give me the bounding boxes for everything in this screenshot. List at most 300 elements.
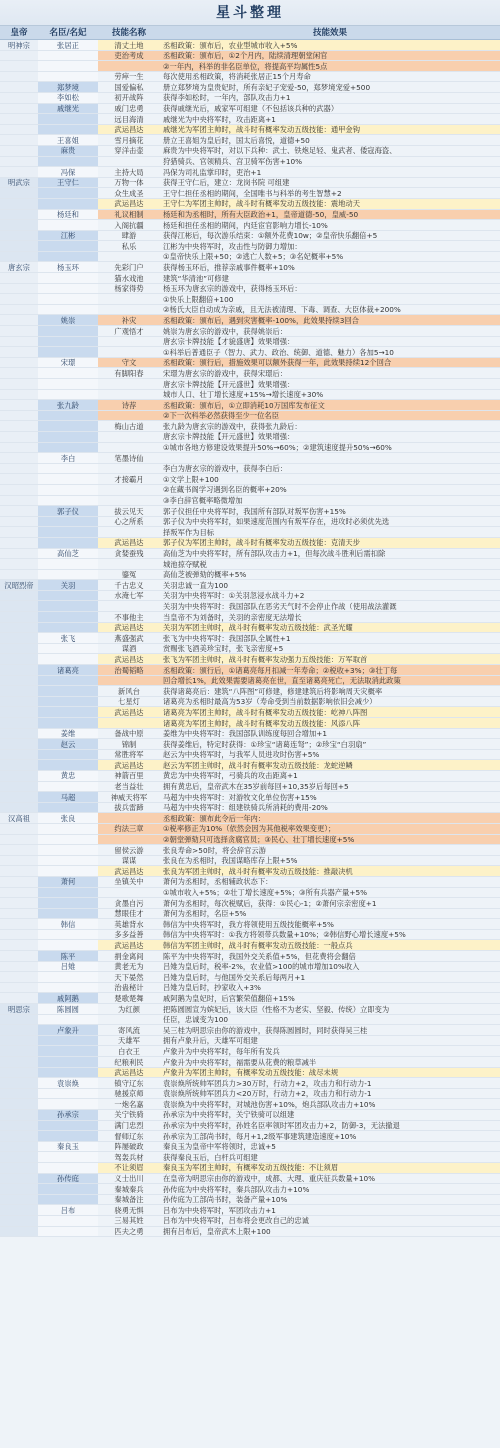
skill-effect-cell: 郭子仪为军团主帅时，战斗时有概率发动五级技能：克清天步 — [160, 538, 500, 548]
emperor-cell — [0, 676, 38, 686]
skill-effect-cell: 丞相政策：颁行后，①诸葛亮每月扣减一年寿命；②税收+3%；③壮丁每 — [160, 665, 500, 675]
skill-name-cell — [98, 888, 160, 898]
skill-name-cell: 镇守辽东 — [114, 1078, 144, 1088]
skill-effect-cell: ①科举后普通臣子（智力、武力、政治、统御、道德、魅力）各加5→10 — [163, 347, 394, 357]
emperor-cell — [0, 654, 38, 664]
skill-name-cell: 常胜将军 — [114, 750, 144, 760]
emperor-cell — [0, 919, 38, 929]
skill-effect-cell: ①城市收入+5%；②壮丁增长速度+5%；③所有兵器产量+5% — [163, 888, 368, 897]
minister-cell — [38, 1195, 98, 1205]
minister-cell — [38, 368, 98, 378]
minister-cell — [38, 220, 98, 230]
skill-name-cell: 众生成圣 — [114, 188, 144, 198]
table-row — [0, 474, 500, 485]
skill-effect-cell: 张飞为军团主帅时，战斗时有概率发动强力五级技能：万军取首 — [160, 654, 500, 664]
skill-effect-cell: 杨廷和担任丞相的期间，内廷宦官影响力增长-10% — [163, 220, 328, 230]
skill-name-cell: 肆游 — [121, 231, 137, 241]
skill-name-cell: 武运昌达 — [98, 940, 160, 950]
emperor-cell — [0, 231, 38, 241]
skill-name-cell: 治蜀韬略 — [98, 665, 160, 675]
table-body — [0, 40, 500, 1237]
emperor-cell — [0, 421, 38, 431]
skill-name-cell: 捐金离间 — [114, 951, 144, 961]
emperor-cell — [0, 114, 38, 124]
minister-cell — [38, 866, 98, 876]
skill-name-cell: 多多益善 — [114, 930, 144, 940]
table-row — [0, 496, 500, 507]
skill-name-cell: 神威天将军 — [110, 792, 148, 802]
skill-name-cell — [98, 1015, 160, 1025]
skill-name-cell — [98, 411, 160, 421]
skill-effect-cell: 在皇帝为明思宗由你的游戏中，成都、大理、重庆征兵数量+10% — [163, 1174, 376, 1184]
table-row — [0, 760, 500, 771]
skill-name-cell: 猫水戏池 — [114, 273, 144, 283]
skill-name-cell: 戚门忠勇 — [114, 104, 144, 114]
emperor-cell — [0, 1227, 38, 1237]
skill-effect-cell: 获得王守仁后，建立：龙岗书院 可组建 — [163, 178, 290, 188]
emperor-cell — [0, 443, 38, 453]
skill-effect-cell: 任臣，忠诚变为100 — [163, 1015, 229, 1025]
table-row — [0, 1152, 500, 1163]
minister-cell — [38, 1163, 98, 1173]
skill-effect-cell: ①皇帝快乐上限+50；②逃亡人数+5；③名妃概率+5% — [163, 252, 344, 262]
skill-name-cell: 督师辽东 — [114, 1131, 144, 1141]
emperor-cell — [0, 1152, 38, 1162]
minister-cell — [38, 760, 98, 770]
table-row — [0, 432, 500, 443]
minister-cell — [38, 1057, 98, 1067]
skill-effect-cell: 择叛军作为目标 — [163, 527, 215, 537]
table-row — [0, 1025, 500, 1036]
skill-effect-cell: 戚阿鹅为皇妃时，后宫繁荣值翻倍+15% — [163, 993, 295, 1003]
table-row — [0, 1121, 500, 1132]
table-row — [0, 146, 500, 157]
skill-effect-cell: 关羽为中央将军时：①关羽忽浸水战斗力+2 — [163, 591, 305, 601]
skill-effect-cell: 孙传庭为工部尚书时，装备产量+10% — [163, 1195, 288, 1205]
skill-name-cell: 备战中原 — [114, 729, 144, 739]
skill-effect-cell: 张良寿命>50时，将会辞官云游 — [163, 845, 266, 855]
skill-effect-cell: 萧何为丞相时，丞相辅政状态下： — [163, 877, 273, 887]
emperor-cell: 明思宗 — [0, 1004, 38, 1014]
skill-effect-cell: 赵云为军团主帅时，战斗时有概率发动五级技能：龙蛇逆鳞 — [160, 760, 500, 770]
skill-name-cell: 贪婪蚕残 — [114, 549, 144, 558]
emperor-cell — [0, 506, 38, 516]
skill-name-cell: 英雄背水 — [114, 919, 144, 929]
emperor-cell — [0, 167, 38, 177]
minister-cell: 戚继光 — [38, 104, 98, 114]
table-row — [0, 707, 500, 718]
minister-cell — [38, 803, 98, 813]
skill-effect-cell: 卢象升为军团主帅时，有概率发动五级技能：战尽未规 — [160, 1068, 500, 1078]
emperor-cell — [0, 1057, 38, 1067]
skill-effect-cell: 吴三桂为明思宗由你的游戏中，获得陈圆圆时，同时获得吴三桂 — [163, 1025, 368, 1035]
emperor-cell — [0, 326, 38, 336]
table-row — [0, 1099, 500, 1110]
skill-effect-cell: 秦良玉为皇帝中军将领时，忠诚+5 — [163, 1142, 276, 1152]
skill-name-cell: 驰援京师 — [114, 1089, 144, 1099]
skill-name-cell — [98, 601, 160, 611]
skill-name-cell: 先彩门户 — [114, 262, 144, 272]
table-row — [0, 114, 500, 125]
skill-effect-cell: 卢象升为中央将军时，每年所有发兵 — [163, 1046, 280, 1056]
minister-cell — [38, 940, 98, 950]
skill-effect-cell: 萧何为丞相时，名臣+5% — [163, 909, 247, 919]
table-row — [0, 1205, 500, 1216]
emperor-cell — [0, 1015, 38, 1025]
minister-cell: 吕布 — [38, 1205, 98, 1215]
emperor-cell — [0, 125, 38, 135]
emperor-cell — [0, 305, 38, 315]
skill-name-cell: 坐镇关中 — [114, 877, 144, 887]
skill-effect-cell: 孙承宗为中央将军时，关宁铁骑可以组建 — [163, 1110, 295, 1120]
skill-effect-cell: 赵云为中央将军时，与我军人员进攻时伤害+5% — [163, 750, 320, 760]
table-row — [0, 400, 500, 411]
minister-cell — [38, 527, 98, 537]
skill-name-cell: 天下晏然 — [114, 972, 144, 982]
minister-cell — [38, 1121, 98, 1131]
skill-effect-cell: ②朝堂弹劾只可选择贪腐官员；③民心、壮丁增长速度+5% — [160, 835, 500, 845]
skill-name-cell — [98, 61, 160, 71]
table-row — [0, 1163, 500, 1174]
skill-effect-cell: 张飞为中央将军时：我国部队全属性+1 — [163, 633, 291, 643]
table-row — [0, 909, 500, 920]
emperor-cell — [0, 601, 38, 611]
emperor-cell — [0, 697, 38, 707]
emperor-cell — [0, 1195, 38, 1205]
skill-name-cell: 为红颜 — [118, 1004, 140, 1014]
table-row — [0, 930, 500, 941]
skill-effect-cell: 获得戚继光后，戚家军可组建（不包括该兵种的武器） — [163, 104, 339, 114]
minister-cell: 郑梦境 — [38, 82, 98, 92]
minister-cell — [38, 782, 98, 792]
skill-effect-cell: 每次使用丞相政策，将消耗张居正15个月寿命 — [163, 72, 311, 82]
minister-cell — [38, 612, 98, 622]
minister-cell — [38, 1015, 98, 1025]
emperor-cell — [0, 273, 38, 283]
minister-cell — [38, 411, 98, 421]
minister-cell — [38, 337, 98, 347]
minister-cell — [38, 1152, 98, 1162]
emperor-cell — [0, 72, 38, 82]
emperor-cell — [0, 612, 38, 622]
emperor-cell — [0, 51, 38, 61]
skill-name-cell: 劳瘁一生 — [114, 72, 144, 82]
table-row — [0, 1195, 500, 1206]
skill-effect-cell: 丞相政策：颁布后，①2个月内，陆续清理朝堂闲官 — [160, 51, 500, 61]
skill-name-cell: 拔云见天 — [114, 506, 144, 516]
table-row — [0, 549, 500, 560]
skill-effect-cell: 马超为中央将军时：组建铁骑兵所消耗的费用-20% — [163, 803, 328, 813]
minister-cell — [38, 930, 98, 940]
skill-name-cell: 诗荐 — [98, 400, 160, 410]
skill-effect-cell: 赏赐张飞酒美珍宝时，张飞亲密度+5 — [163, 644, 284, 654]
skill-effect-cell: 李白为唐玄宗的游戏中，获得李白后： — [163, 464, 288, 474]
table-row — [0, 538, 500, 549]
emperor-cell — [0, 707, 38, 717]
minister-cell: 孙承宗 — [38, 1110, 98, 1120]
emperor-cell — [0, 453, 38, 463]
table-row — [0, 940, 500, 951]
skill-effect-cell: 吕雉为皇后时，抄家收入+3% — [163, 983, 261, 993]
skill-effect-cell: 姚崇为唐玄宗的游戏中，获得姚崇后： — [163, 326, 288, 336]
table-row — [0, 231, 500, 242]
minister-cell — [38, 114, 98, 124]
emperor-cell — [0, 993, 38, 1003]
skill-name-cell: 三易其姓 — [114, 1216, 144, 1226]
minister-cell — [38, 644, 98, 654]
table-row — [0, 178, 500, 189]
emperor-cell — [0, 962, 38, 972]
skill-effect-cell: ①税率修正为10%（依然会因为其他税率效果变更）； — [160, 824, 500, 834]
header-emperor: 皇帝 — [10, 28, 28, 38]
minister-cell — [38, 623, 98, 633]
table-row — [0, 326, 500, 337]
emperor-cell — [0, 527, 38, 537]
emperor-cell — [0, 559, 38, 569]
emperor-cell — [0, 866, 38, 876]
emperor-cell — [0, 856, 38, 866]
emperor-cell — [0, 760, 38, 770]
emperor-cell — [0, 496, 38, 506]
minister-cell: 秦良玉 — [38, 1142, 98, 1152]
emperor-cell — [0, 474, 38, 484]
emperor-cell — [0, 824, 38, 834]
emperor-cell — [0, 750, 38, 760]
skill-name-cell — [98, 485, 160, 495]
skill-name-cell — [98, 676, 160, 686]
skill-name-cell: 有脚阳春 — [114, 368, 144, 378]
table-row — [0, 1046, 500, 1057]
table-row — [0, 1110, 500, 1121]
emperor-cell — [0, 220, 38, 230]
header-minister: 名臣/名妃 — [49, 28, 87, 38]
emperor-cell: 明武宗 — [0, 178, 38, 188]
minister-cell — [38, 1184, 98, 1194]
emperor-cell — [0, 538, 38, 548]
skill-effect-cell: 册立郑梦境为皇贵妃时，所有亲妃子宠爱-50，郑梦境宠爱+500 — [163, 82, 371, 92]
skill-effect-cell: 获得李如松时，一年内，部队攻击力+1 — [163, 93, 291, 103]
skill-effect-cell: 丞相政策：颁布此令后一年内： — [160, 813, 500, 823]
skill-name-cell: 义士出川 — [114, 1174, 144, 1184]
table-row — [0, 962, 500, 973]
minister-cell — [38, 559, 98, 569]
skill-effect-cell: ①城市各地方修建设效果提升50%→60%；②建筑速度提升50%→60% — [163, 443, 392, 453]
minister-cell — [38, 284, 98, 294]
table-row — [0, 888, 500, 899]
minister-cell: 马超 — [38, 792, 98, 802]
skill-name-cell: 万物一体 — [114, 178, 144, 188]
skill-name-cell: 不让须眉 — [98, 1163, 160, 1173]
skill-name-cell: 谋酒 — [121, 644, 137, 654]
skill-name-cell: 初开战阵 — [114, 93, 144, 103]
minister-cell — [38, 591, 98, 601]
minister-cell — [38, 601, 98, 611]
skill-effect-cell: 建筑“华清池”可修建 — [163, 273, 229, 283]
emperor-cell — [0, 729, 38, 739]
skill-name-cell — [98, 390, 160, 400]
minister-cell — [38, 972, 98, 982]
skill-name-cell: 守文 — [98, 358, 160, 368]
minister-cell — [38, 379, 98, 389]
skill-effect-cell: 姜维为中央将军时：我国部队训练度每回合增加+1 — [163, 729, 327, 739]
skill-name-cell — [98, 347, 160, 357]
minister-cell — [38, 983, 98, 993]
skill-name-cell: 鎏冤 — [121, 570, 137, 580]
emperor-cell — [0, 888, 38, 898]
skill-name-cell: 武运昌达 — [98, 125, 160, 135]
minister-cell — [38, 845, 98, 855]
minister-cell — [38, 898, 98, 908]
skill-effect-cell: 关羽为军团主帅时，战斗时有概率发动五级技能：武圣光耀 — [160, 623, 500, 633]
skill-effect-cell: 获得杨玉环后，推荐亲戚事件概率+10% — [163, 262, 295, 272]
minister-cell — [38, 1036, 98, 1046]
skill-effect-cell: 郭子仪担任中央将军时，我国所有部队对叛军伤害+15% — [163, 506, 346, 516]
skill-effect-cell: ②下一次科举必然获得至少一位名臣 — [160, 411, 500, 421]
skill-name-cell — [98, 835, 160, 845]
table-row — [0, 601, 500, 612]
table-row — [0, 1174, 500, 1185]
skill-effect-cell: 江彬为中央将军时，攻击性与防御力增加： — [163, 241, 302, 251]
emperor-cell — [0, 718, 38, 728]
skill-effect-cell: 册立王喜姐为皇后时，国太后喜悦，道德+50 — [163, 135, 310, 145]
skill-name-cell: 关宁铁骑 — [114, 1110, 144, 1120]
table-row — [0, 1078, 500, 1089]
emperor-cell — [0, 972, 38, 982]
minister-cell: 姚崇 — [38, 315, 98, 325]
table-row — [0, 135, 500, 146]
table-row — [0, 856, 500, 867]
skill-effect-cell: 萧何为丞相时，每次税赋后，获得：①民心-1；②萧何宗亲密度+1 — [163, 898, 377, 908]
skill-name-cell: 驾轰兵材 — [114, 1152, 144, 1162]
minister-cell — [38, 1099, 98, 1109]
emperor-cell — [0, 241, 38, 251]
table-row — [0, 824, 500, 835]
minister-cell: 姜维 — [38, 729, 98, 739]
table-row — [0, 252, 500, 263]
skill-name-cell: 武运昌达 — [98, 623, 160, 633]
minister-cell: 张九龄 — [38, 400, 98, 410]
table-row — [0, 464, 500, 475]
minister-cell — [38, 856, 98, 866]
skill-effect-cell: 张良为军团主帅时，战斗时有概率发动五级技能：推敲决机 — [160, 866, 500, 876]
minister-cell — [38, 1046, 98, 1056]
table-header — [0, 26, 500, 40]
skill-name-cell: 武运昌达 — [98, 538, 160, 548]
skill-name-cell: 清丈土地 — [98, 40, 160, 50]
skill-name-cell — [98, 252, 160, 262]
minister-cell — [38, 474, 98, 484]
emperor-cell — [0, 82, 38, 92]
table-row — [0, 390, 500, 401]
skill-effect-cell: 秦良玉为军团主帅时，有概率发动五级技能：不让须眉 — [160, 1163, 500, 1173]
skill-effect-cell: ②杨氏大臣自动成为亲戚，且无法被清理、下毒、调查、大臣体裁+200% — [163, 305, 401, 315]
skill-name-cell: 天雄军 — [118, 1036, 140, 1046]
table-row — [0, 1068, 500, 1079]
minister-cell — [38, 654, 98, 664]
skill-name-cell: 国爱偏私 — [114, 82, 144, 92]
skill-name-cell: 不事他主 — [114, 612, 144, 622]
skill-name-cell: 燕盛强武 — [114, 633, 144, 643]
skill-effect-cell: 陈平为中央将军时，我国外交关系值+5%，但花费将会翻倍 — [163, 951, 356, 961]
minister-cell — [38, 1216, 98, 1226]
emperor-cell — [0, 633, 38, 643]
table-row — [0, 358, 500, 369]
skill-name-cell: 私乐 — [121, 241, 137, 251]
table-row — [0, 1015, 500, 1026]
minister-cell — [38, 390, 98, 400]
table-row — [0, 580, 500, 591]
table-row — [0, 82, 500, 93]
table-row — [0, 623, 500, 634]
minister-cell — [38, 157, 98, 167]
table-row — [0, 241, 500, 252]
emperor-cell — [0, 379, 38, 389]
table-row — [0, 972, 500, 983]
skill-name-cell: 拔兵雷蹄 — [114, 803, 144, 813]
skill-name-cell: 神箭百里 — [114, 771, 144, 781]
skill-name-cell: 匹夫之勇 — [114, 1227, 144, 1236]
table-row — [0, 1004, 500, 1015]
skill-name-cell: 梅山古道 — [114, 421, 144, 431]
skill-name-cell: 秦城备注 — [114, 1195, 144, 1205]
emperor-cell — [0, 739, 38, 749]
emperor-cell — [0, 877, 38, 887]
skill-name-cell: 远目海清 — [114, 114, 144, 124]
table-row — [0, 739, 500, 750]
minister-cell: 郭子仪 — [38, 506, 98, 516]
emperor-cell — [0, 940, 38, 950]
skill-effect-cell: 狩猎骑兵、官领精兵、宫卫骑军伤害+10% — [163, 157, 303, 167]
table-row — [0, 337, 500, 348]
minister-cell: 麻贵 — [38, 146, 98, 156]
skill-name-cell: 纪粮利民 — [114, 1057, 144, 1067]
table-row — [0, 51, 500, 62]
emperor-cell: 唐玄宗 — [0, 262, 38, 272]
table-row — [0, 1216, 500, 1227]
table-row — [0, 167, 500, 178]
emperor-cell — [0, 665, 38, 675]
minister-cell: 陈圆圆 — [38, 1004, 98, 1014]
skill-name-cell: 满门忠烈 — [114, 1121, 144, 1131]
skill-name-cell: 楚歌楚舞 — [114, 993, 144, 1003]
minister-cell: 张良 — [38, 813, 98, 823]
table-row — [0, 1057, 500, 1068]
skill-name-cell: 杨家得势 — [114, 284, 144, 294]
minister-cell — [38, 1227, 98, 1237]
skill-effect-cell: 吕布为中央将军时，吕布将会更改自己的忠诚 — [163, 1216, 309, 1226]
minister-cell — [38, 718, 98, 728]
skill-effect-cell — [160, 453, 500, 463]
minister-cell: 张居正 — [38, 40, 98, 50]
skill-effect-cell: 丞相政策：颁布后，遇到灾害概率-100%，此效果持续3回合 — [160, 315, 500, 325]
skill-name-cell: 谋谋 — [121, 856, 137, 866]
table-row — [0, 443, 500, 454]
skill-name-cell: 贪墨自污 — [114, 898, 144, 908]
emperor-cell — [0, 411, 38, 421]
header-skill: 技能名称 — [111, 28, 146, 38]
table-row — [0, 104, 500, 115]
table-row — [0, 866, 500, 877]
skill-effect-cell: 马超为中央将军时：对游牧文化单位伤害+15% — [163, 792, 317, 802]
minister-cell — [38, 252, 98, 262]
skill-effect-cell: 诸葛亮为军团主帅时，战斗时有概率发动五级技能：屹神八阵图 — [160, 707, 500, 717]
skill-name-cell — [98, 718, 160, 728]
minister-cell — [38, 1089, 98, 1099]
skill-name-cell: 白衣王 — [118, 1046, 140, 1056]
minister-cell — [38, 241, 98, 251]
skill-name-cell: 补灾 — [98, 315, 160, 325]
emperor-cell — [0, 390, 38, 400]
